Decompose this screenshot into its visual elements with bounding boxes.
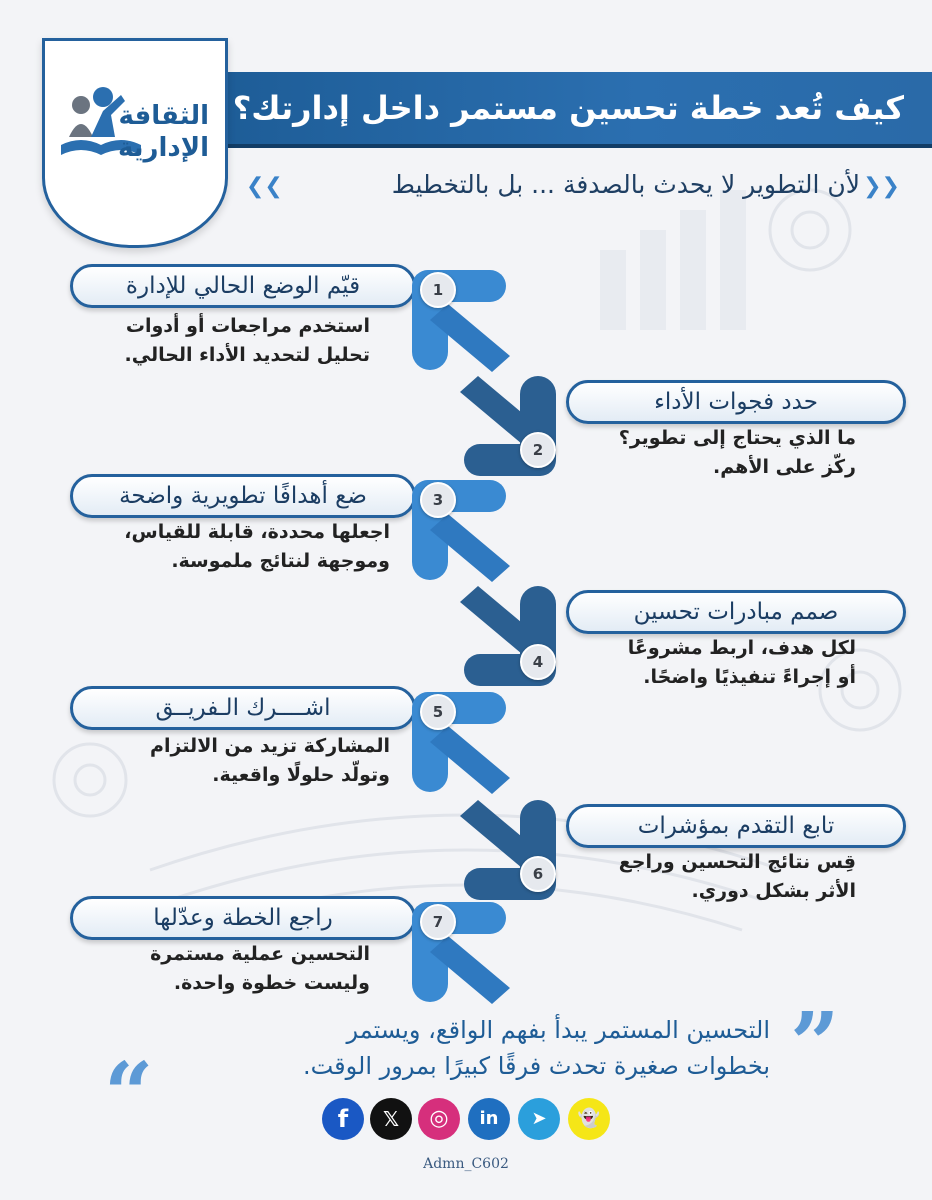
instagram-glyph: ◎ — [429, 1106, 449, 1131]
logo-text-line2: الإدارية — [117, 133, 209, 163]
step-4-title: صمم مبادرات تحسين — [566, 590, 906, 634]
snapchat-glyph: 👻 — [577, 1108, 601, 1129]
page-title: كيف تُعد خطة تحسين مستمر داخل إدارتك؟ — [232, 89, 904, 127]
step-5-desc-line2: وتولّد حلولًا واقعية. — [212, 764, 390, 786]
step-6-description — [606, 848, 856, 906]
step-6-arrow-shape — [456, 796, 562, 908]
snapchat-icon[interactable] — [568, 1098, 610, 1140]
step-6-desc-line1: قِس نتائج التحسين وراجع — [618, 851, 856, 873]
logo — [42, 38, 228, 248]
step-4-description — [616, 634, 856, 692]
step-5-desc-line1: المشاركة تزيد من الالتزام — [150, 735, 390, 757]
step-6-desc-line2: الأثر بشكل دوري. — [691, 880, 856, 902]
subtitle: لأن التطوير لا يحدث بالصدفة ... بل بالتخطيط — [391, 170, 860, 199]
step-3-number-badge: 3 — [420, 482, 456, 518]
step-4-desc-line2: أو إجراءً تنفيذيًا واضحًا. — [643, 666, 856, 688]
step-3-desc-line1: اجعلها محددة، قابلة للقياس، — [124, 521, 390, 543]
account-handle: Admn_C602 — [423, 1156, 509, 1172]
step-6-number-badge: 6 — [520, 856, 556, 892]
quote-line-1: التحسين المستمر يبدأ بفهم الواقع، ويستمر — [346, 1016, 770, 1044]
step-7-description — [130, 940, 370, 998]
step-6-title: تابع التقدم بمؤشرات — [566, 804, 906, 848]
linkedin-glyph: in — [479, 1108, 499, 1129]
step-2-number-badge: 2 — [520, 432, 556, 468]
logo-text-line1: الثقافة — [118, 101, 209, 131]
quote-line-2: بخطوات صغيرة تحدث فرقًا كبيرًا بمرور الوقت. — [302, 1052, 770, 1080]
step-7-number-badge: 7 — [420, 904, 456, 940]
facebook-glyph: f — [337, 1105, 349, 1133]
step-1-desc-line1: استخدم مراجعات أو أدوات — [125, 315, 370, 337]
step-1-description — [124, 312, 370, 370]
linkedin-icon[interactable] — [468, 1098, 510, 1140]
step-4-desc-line1: لكل هدف، اربط مشروعًا — [627, 637, 856, 659]
step-2-description — [606, 424, 856, 482]
step-2-desc-line1: ما الذي يحتاج إلى تطوير؟ — [618, 427, 856, 449]
telegram-icon[interactable] — [518, 1098, 560, 1140]
step-5-number-badge: 5 — [420, 694, 456, 730]
step-3-title: ضع أهدافًا تطويرية واضحة — [70, 474, 416, 518]
instagram-icon[interactable] — [418, 1098, 460, 1140]
quote-open-icon: ” — [790, 994, 840, 1095]
double-chevron-left-icon: ❮❮ — [246, 174, 283, 199]
telegram-glyph: ➤ — [531, 1108, 547, 1129]
step-2-title: حدد فجوات الأداء — [566, 380, 906, 424]
step-1-title: قيّم الوضع الحالي للإدارة — [70, 264, 416, 308]
step-5-description — [130, 732, 390, 790]
step-5-title: اشــــرك الـفريــق — [70, 686, 416, 730]
step-7-desc-line1: التحسين عملية مستمرة — [150, 943, 370, 965]
step-2-desc-line2: ركّز على الأهم. — [713, 456, 856, 478]
step-2-arrow-shape — [456, 372, 562, 484]
step-3-description — [100, 518, 390, 576]
x-glyph: 𝕏 — [382, 1107, 400, 1131]
subtitle-row — [240, 166, 920, 206]
double-chevron-right-icon: ❯❯ — [863, 174, 900, 199]
step-4-number-badge: 4 — [520, 644, 556, 680]
quote-close-icon: “ — [104, 1044, 154, 1145]
step-3-desc-line2: وموجهة لنتائج ملموسة. — [171, 550, 390, 572]
step-1-number-badge: 1 — [420, 272, 456, 308]
step-7-desc-line2: وليست خطوة واحدة. — [173, 972, 370, 994]
title-banner — [200, 72, 932, 148]
x-icon[interactable] — [370, 1098, 412, 1140]
facebook-icon[interactable] — [322, 1098, 364, 1140]
step-1-desc-line2: تحليل لتحديد الأداء الحالي. — [124, 344, 370, 366]
step-7-title: راجع الخطة وعدّلها — [70, 896, 416, 940]
